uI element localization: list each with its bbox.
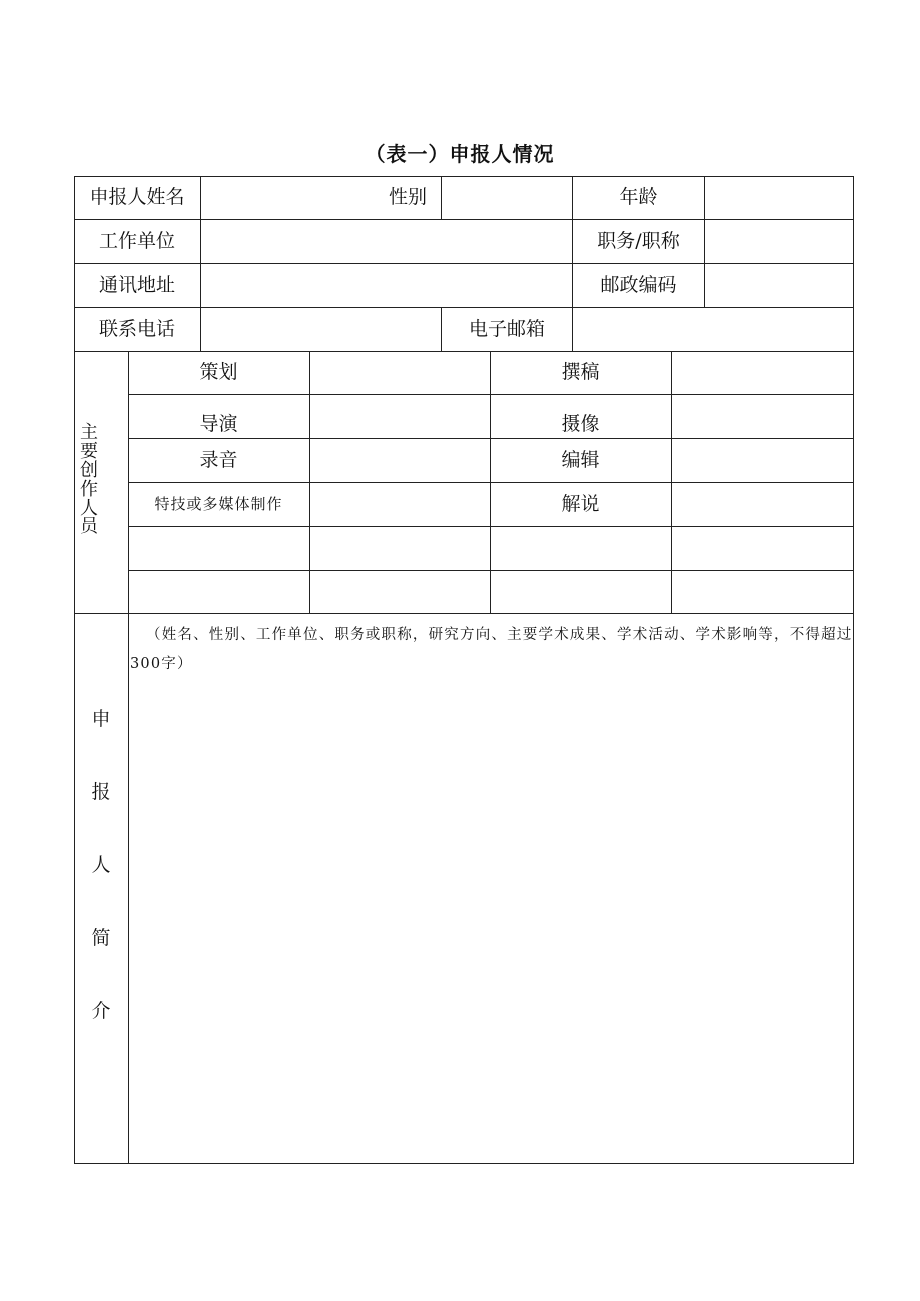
role-value-field[interactable] (310, 439, 490, 482)
creators-label-char: 员 (80, 516, 98, 538)
creators-label-char: 主 (80, 422, 98, 443)
role-value-field[interactable] (672, 352, 853, 394)
role-label-blank (490, 570, 671, 613)
creators-section-label (74, 424, 104, 537)
phone-value-field[interactable] (201, 308, 441, 351)
address-value-field[interactable] (201, 264, 572, 307)
bio-label-char: 报 (91, 781, 111, 803)
role-label-blank (128, 526, 309, 570)
role-label-writing: 撰稿 (561, 361, 600, 383)
role-label-planning: 策划 (199, 361, 238, 383)
role-label-editing: 编辑 (561, 448, 600, 471)
role-value-field[interactable] (672, 395, 853, 438)
form-title: （表一）申报人情况 (365, 142, 555, 166)
role-value-field[interactable] (310, 571, 490, 613)
bio-label-char: 简 (91, 927, 111, 949)
bio-text-area[interactable] (129, 680, 853, 1163)
address-label: 通讯地址 (98, 273, 175, 296)
name-label: 申报人姓名 (89, 186, 185, 208)
gender-label: 性别 (388, 186, 427, 208)
postcode-label: 邮政编码 (600, 273, 677, 296)
role-label-director: 导演 (199, 412, 238, 435)
role-label-effects-multimedia: 特技或多媒体制作 (154, 494, 283, 513)
bio-instructions: （姓名、性别、工作单位、职务或职称，研究方向、主要学术成果、学术活动、学术影响等，不得超过300字） (130, 627, 853, 672)
role-value-field[interactable] (310, 352, 490, 394)
role-label-narration: 解说 (561, 492, 600, 515)
bio-label-char: 人 (91, 854, 111, 876)
position-value-field[interactable] (705, 220, 853, 263)
position-label: 职务/职称 (597, 229, 680, 252)
creators-label-char: 要 (80, 440, 98, 462)
role-label-blank (490, 526, 671, 570)
role-value-field[interactable] (672, 439, 853, 482)
role-value-field[interactable] (310, 483, 490, 526)
bio-label-char: 申 (91, 708, 111, 730)
age-value-field[interactable] (705, 177, 853, 219)
creators-label-char: 人 (80, 497, 98, 519)
work-unit-value-field[interactable] (201, 220, 572, 263)
role-label-blank (128, 570, 309, 613)
postcode-value-field[interactable] (705, 264, 853, 307)
gender-value-field[interactable] (442, 177, 572, 219)
role-label-camera: 摄像 (561, 412, 600, 435)
work-unit-label: 工作单位 (98, 229, 175, 252)
role-value-field[interactable] (672, 527, 853, 570)
bio-label-char: 介 (91, 1000, 111, 1022)
phone-label: 联系电话 (98, 317, 175, 340)
email-label: 电子邮箱 (468, 317, 545, 340)
role-value-field[interactable] (672, 483, 853, 526)
role-value-field[interactable] (672, 571, 853, 613)
age-label: 年龄 (619, 186, 658, 208)
role-label-recording: 录音 (199, 448, 238, 471)
email-value-field[interactable] (573, 308, 853, 351)
row-divider (74, 613, 854, 614)
role-value-field[interactable] (310, 527, 490, 570)
bio-section-label (74, 700, 128, 1065)
role-value-field[interactable] (310, 395, 490, 438)
creators-label-char: 作 (80, 478, 98, 500)
creators-label-char: 创 (80, 459, 98, 481)
